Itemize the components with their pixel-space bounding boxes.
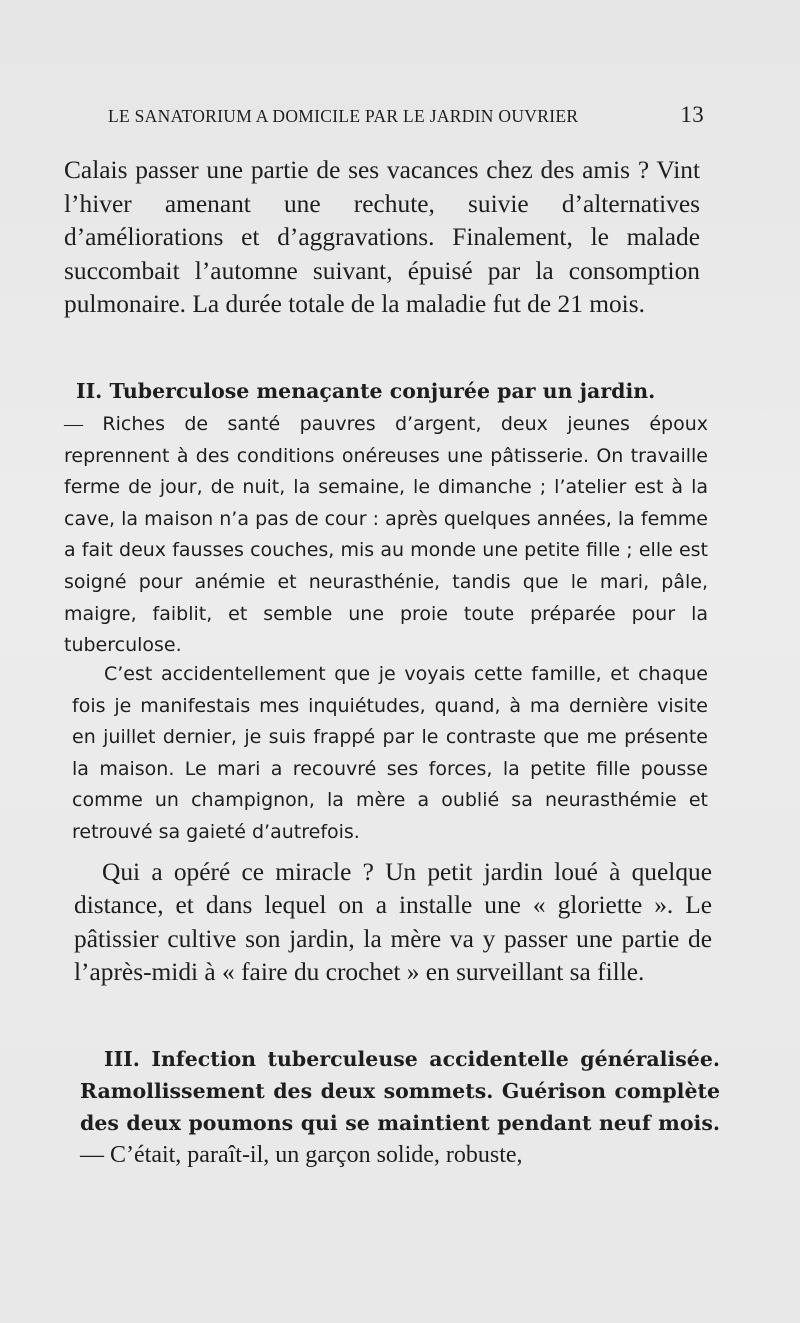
paragraph-continued: Calais passer une partie de ses vacances chez des amis ? Vint l’hiver amenant une rechute, suivie d’alternatives d’améliorations et d’aggravations. Finalement, le malade succombait l’automne suivant, épuisé par la consomption pulmonaire. La durée totale de la maladie fut de 21 mois. (64, 156, 700, 319)
section-2-paragraph-2: C’est accidentellement que je voyais cette famille, et chaque fois je manifestais mes inquiétudes, quand, à ma dernière visite en juillet dernier, je suis frappé par le contraste que me présente la maison. Le mari a recouvré ses forces, la petite fille pousse comme un champignon, la mère a oublié sa neurasthémie et retrouvé sa gaieté d’autrefois. (72, 663, 708, 843)
section-2-paragraph-1-text: Riches de santé pauvres d’argent, deux jeunes époux reprennent à des conditions onéreuses une pâtisserie. On travaille ferme de jour, de nuit, la semaine, le dimanche ; l’atelier est à la cave, la maison n’a pas de cour : après quelques années, la femme a fait deux fausses couches, mis au monde une petite fille ; elle est soigné pour anémie et neurasthénie, tandis que le mari, pâle, maigre, faiblit, et semble une proie toute préparée pour la tuberculose. (64, 413, 708, 657)
section-3-body-text: — C’était, paraît-il, un garçon solide, robuste, (80, 1142, 523, 1168)
section-heading-3: III. Infection tuberculeuse accidentelle généralisée. Ramollissement des deux sommets. Guérison complète des deux poumons qui se maintient pendant neuf mois. (80, 1047, 720, 1135)
page-header (108, 102, 704, 132)
em-dash: — (64, 414, 83, 435)
section-3-paragraph (80, 1043, 720, 1171)
section-heading-2: II. Tuberculose menaçante conjurée par un jardin. (76, 379, 656, 403)
section-2-paragraph-1 (64, 409, 708, 662)
running-title: LE SANATORIUM A DOMICILE PAR LE JARDIN OUVRIER (108, 106, 579, 126)
section-2-paragraph-3: Qui a opéré ce miracle ? Un petit jardin loué à quelque distance, et dans lequel on a installe une « gloriette ». Le pâtissier cultive son jardin, la mère va y passer une partie de l’après-midi à « faire du crochet » en surveillant sa fille. (74, 858, 712, 987)
page-number: 13 (680, 102, 704, 127)
